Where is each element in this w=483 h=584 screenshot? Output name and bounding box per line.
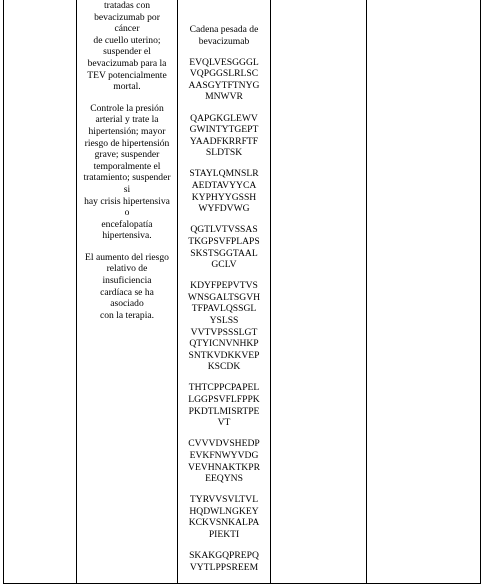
sequence-line: KSCDK bbox=[207, 361, 241, 373]
sequence-line: YSLSS bbox=[209, 314, 239, 326]
sequence-line: GCLV bbox=[211, 259, 237, 271]
sequence-block bbox=[184, 280, 264, 373]
warning-line: riesgo de hipertensión bbox=[84, 137, 170, 149]
warning-line: mortal. bbox=[113, 81, 141, 93]
sequence-block bbox=[184, 382, 264, 428]
sequence-line: GWINTYTGEPT bbox=[189, 124, 259, 136]
sequence-line: HQDWLNGKEY bbox=[189, 505, 259, 517]
sequence-line: EVKFNWYVDG bbox=[189, 449, 259, 461]
sequence-heading-line: bevacizumab bbox=[198, 35, 250, 47]
warning-line: cardíaca se ha asociado bbox=[100, 286, 154, 310]
warning-line: arterial y trate la bbox=[95, 114, 159, 126]
sequence-block bbox=[184, 224, 264, 270]
sequence-line: CVVVDVSHEDP bbox=[188, 438, 260, 450]
sequence-line: SNTKVDKKVEP bbox=[188, 349, 260, 361]
sequence-line: KCKVSNKALPA bbox=[188, 517, 260, 529]
warning-line: bevacizumab por cáncer bbox=[94, 11, 160, 35]
warning-line: bevacizumab para la bbox=[87, 57, 167, 69]
sequence-line: SKAKGQPREPQ bbox=[189, 550, 259, 562]
sequence-line: EEQYNS bbox=[205, 473, 243, 485]
sequence-line: STAYLQMNSLR bbox=[189, 168, 259, 180]
warning-line: grave; suspender bbox=[94, 149, 160, 161]
sequence-heading-line: Cadena pesada de bbox=[189, 24, 259, 35]
sequence-line: WYFDVWG bbox=[198, 203, 250, 215]
warnings-text bbox=[77, 0, 177, 321]
sequence-line: VEVHNAKTKPR bbox=[188, 461, 260, 473]
label-table bbox=[3, 0, 481, 584]
sequence-line: VQPGGSLRLSC bbox=[189, 68, 259, 80]
warning-line: El aumento del riesgo bbox=[85, 251, 169, 263]
sequence-cell bbox=[178, 0, 271, 583]
sequence-block bbox=[184, 494, 264, 540]
sequence-line: SKSTSGGTAAL bbox=[190, 247, 258, 259]
sequence-line: QTYICNVNHKP bbox=[189, 338, 259, 350]
sequence-block bbox=[184, 438, 264, 484]
sequence-line: LGGPSVFLFPPK bbox=[188, 394, 260, 406]
sequence-line: TYRVVSVLTVL bbox=[189, 494, 259, 506]
warning-line: tratadas con bbox=[103, 0, 151, 11]
warning-paragraph bbox=[83, 0, 171, 93]
warning-line: temporalmente el bbox=[93, 160, 161, 172]
sequence-block bbox=[184, 168, 264, 214]
sequence-line: KYPHYYGSSH bbox=[191, 191, 257, 203]
sequence-line: MNWVR bbox=[205, 91, 243, 103]
sequence-line: VT bbox=[217, 417, 231, 429]
sequence-block bbox=[184, 550, 264, 573]
sequence-line: VYTLPPSREEM bbox=[189, 561, 259, 573]
heavy-chain-sequence bbox=[178, 0, 270, 573]
warning-paragraph bbox=[83, 103, 171, 242]
sequence-line: TKGPSVFPLAPS bbox=[188, 235, 260, 247]
warnings-cell bbox=[77, 0, 178, 583]
sequence-heading bbox=[184, 24, 264, 47]
sequence-line: YAADFKRRFTF bbox=[189, 135, 259, 147]
warning-line: suspender el bbox=[103, 46, 151, 58]
table-cell-empty-5 bbox=[367, 0, 481, 583]
warning-paragraph bbox=[83, 252, 171, 322]
sequence-line: KDYFPEPVTVS bbox=[190, 280, 258, 292]
table-cell-empty-4 bbox=[271, 0, 367, 583]
sequence-line: EVQLVESGGGL bbox=[189, 56, 259, 68]
warning-line: relativo de insuficiencia bbox=[102, 263, 152, 287]
sequence-line: VVTVPSSSLGT bbox=[190, 326, 258, 338]
table-cell-empty-1 bbox=[4, 0, 77, 583]
sequence-line: THTCPPCPAPEL bbox=[188, 382, 260, 394]
sequence-block bbox=[184, 113, 264, 159]
warning-line: tratamiento; suspender si bbox=[83, 172, 171, 195]
sequence-line: SLDTSK bbox=[205, 147, 243, 159]
sequence-line: TFPAVLQSSGL bbox=[191, 303, 257, 315]
sequence-block bbox=[184, 57, 264, 103]
warning-line: encefalopatía bbox=[101, 218, 153, 230]
sequence-line: AASGYTFTNYG bbox=[188, 79, 260, 91]
warning-line: con la terapia. bbox=[99, 309, 155, 321]
sequence-line: QGTLVTVSSAS bbox=[190, 224, 258, 236]
sequence-line: WNSGALTSGVH bbox=[187, 291, 261, 303]
warning-line: hay crisis hipertensiva o bbox=[84, 195, 170, 219]
warning-line: Controle la presión bbox=[90, 102, 164, 114]
warning-line: de cuello uterino; bbox=[93, 34, 161, 46]
sequence-line: PIEKTI bbox=[208, 528, 240, 540]
sequence-line: AEDTAVYYCA bbox=[191, 180, 257, 192]
warning-line: hipertensión; mayor bbox=[88, 125, 166, 137]
warning-line: hipertensiva. bbox=[102, 230, 152, 242]
sequence-line: PKDTLMISRTPE bbox=[188, 405, 260, 417]
sequence-line: QAPGKGLEWV bbox=[190, 112, 258, 124]
warning-line: TEV potencialmente bbox=[87, 69, 167, 81]
